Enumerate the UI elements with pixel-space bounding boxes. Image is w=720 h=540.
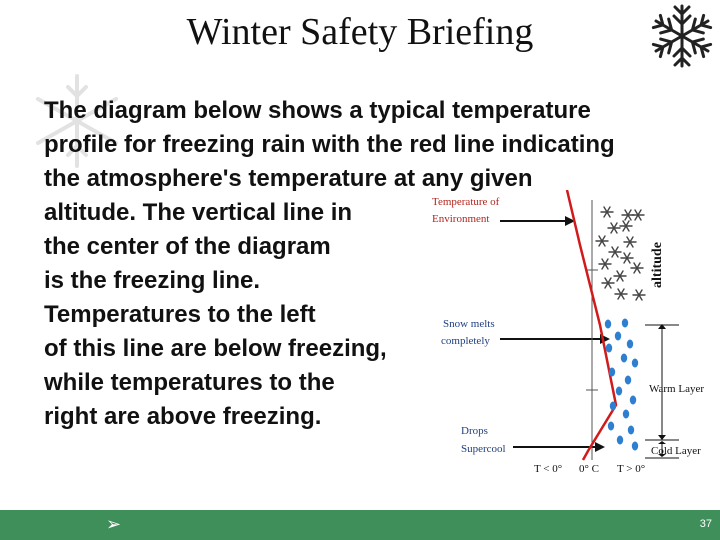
raindrop-markers <box>605 319 638 451</box>
label-altitude: altitude <box>650 242 665 288</box>
body-line: Temperatures to the left <box>44 301 316 328</box>
label-completely: completely <box>441 335 490 347</box>
freezing-rain-diagram <box>425 190 715 480</box>
snowflake-logo <box>640 0 720 68</box>
body-line: while temperatures to the <box>44 369 335 396</box>
label-temp-env-2: Environment <box>432 213 490 225</box>
body-line: profile for freezing rain with the red line indicating <box>44 131 615 158</box>
label-temp-env-1: Temperature of <box>432 196 500 208</box>
body-line: the atmosphere's temperature at any given <box>44 165 533 192</box>
body-line: of this line are below freezing, <box>44 335 387 362</box>
label-warm-layer: Warm Layer <box>649 383 704 395</box>
slide-title: Winter Safety Briefing <box>186 11 534 53</box>
label-snow-melts: Snow melts <box>443 318 495 330</box>
axis-label-below-freezing: T < 0° <box>534 463 563 475</box>
body-line: right are above freezing. <box>44 403 322 430</box>
body-line: is the freezing line. <box>44 267 261 294</box>
body-line: the center of the diagram <box>44 233 331 260</box>
body-line: The diagram below shows a typical temperature <box>44 97 591 124</box>
snowflake-markers <box>596 207 645 300</box>
label-supercool: Supercool <box>461 443 506 455</box>
arrowhead-icon <box>595 442 605 452</box>
arrowhead-icon <box>658 441 666 444</box>
arrowhead-icon <box>658 435 666 440</box>
page-number: 37 <box>699 518 712 530</box>
axis-label-zero-celsius: 0° C <box>579 463 599 475</box>
axis-label-above-freezing: T > 0° <box>617 463 646 475</box>
label-drops: Drops <box>461 425 488 437</box>
arrow-bullet-icon: ➢ <box>106 514 122 534</box>
footer-bar <box>0 510 720 540</box>
label-cold-layer: Cold Layer <box>651 445 701 457</box>
body-line: altitude. The vertical line in <box>44 199 353 226</box>
